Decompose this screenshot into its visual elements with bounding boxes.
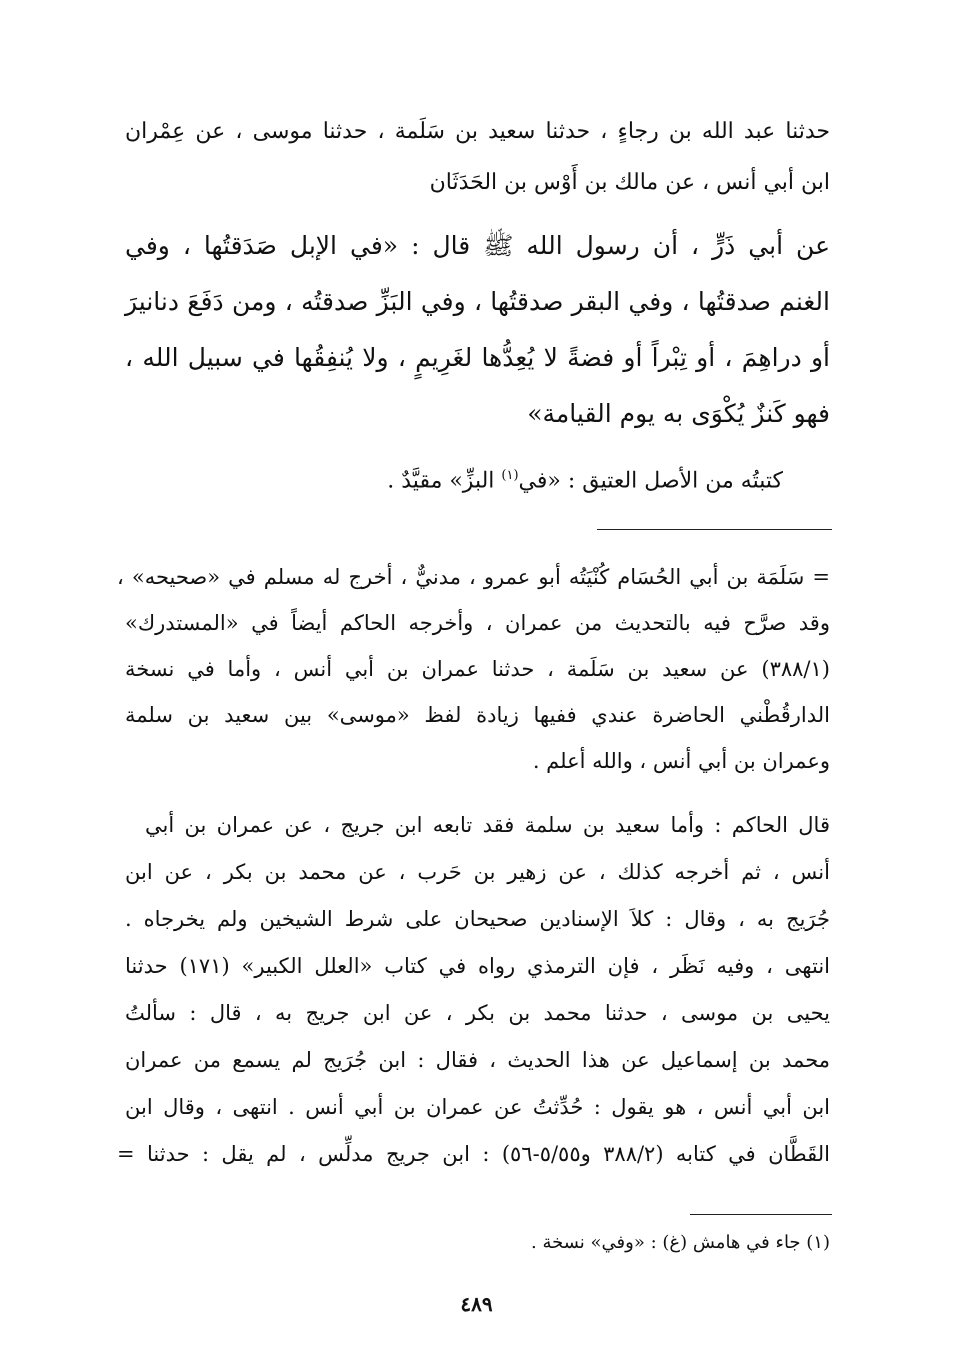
footnote: (١) جاء في هامش (غ) : «وفي» نسخة . — [531, 1232, 830, 1253]
commentary2-line-2: أنس ، ثم أخرجه كذلك ، عن زهير بن حَرب ، عن محمد بن بكر ، عن ابن — [125, 860, 830, 884]
commentary2-line-3: جُرَيج به ، وقال : كلاَ الإسنادين صحيحان على شرط الشيخين ولم يخرجاه . — [125, 907, 830, 931]
page-number: ٤٨٩ — [460, 1292, 493, 1316]
manuscript-remark — [125, 461, 783, 496]
hadith-line-1: عن أبي ذَرٍّ ، أن رسول الله ﷺ قال : «في الإبل صَدَقتُها ، وفي — [125, 231, 830, 260]
hadith-line-2: الغنم صدقتُها ، وفي البقر صدقتُها ، وفي البَزِّ صدقتُه ، ومن دَفَعَ دنانيرَ — [125, 287, 830, 316]
commentary2-line-5: يحيى بن موسى ، حدثنا محمد بن بكر ، عن ابن جريج به ، قال : سألتُ — [125, 1001, 830, 1025]
commentary-separator — [597, 529, 832, 530]
commentary2-line-1: قال الحاكم : وأما سعيد بن سلمة فقد تابعه ابن جريج ، عن عمران بن أبي — [145, 813, 830, 837]
commentary-line-5: وعمران بن أبي أنس ، والله أعلم . — [532, 749, 830, 773]
commentary-line-4: الدارقُطْني الحاضرة عندي ففيها زيادة لفظ «موسى» بين سعيد بن سلمة — [125, 703, 830, 727]
commentary-line-3: (٣٨٨/١) عن سعيد بن سَلَمة ، حدثنا عمران بن أبي أنس ، وأما في نسخة — [125, 657, 830, 681]
hadith-line-4: فهو كَنزٌ يُكْوَى به يوم القيامة» — [527, 399, 830, 428]
footnote-marker: (١) — [501, 468, 519, 483]
commentary-line-1: = سَلَمَة بن أبي الحُسَام كُنْيَتُه أبو عمرو ، مدنيٌّ ، أخرج له مسلم في «صحيحه» ، — [117, 565, 830, 589]
commentary2-line-6: محمد بن إسماعيل عن هذا الحديث ، فقال : ابن جُرَيج لم يسمع من عمران — [125, 1048, 830, 1072]
commentary2-line-8: القَطَّان في كتابه (٣٨٨/٢ و٥/٥٥-٥٦) : ابن جريج مدلِّس ، لم يقل : حدثنا = — [117, 1142, 830, 1166]
commentary2-line-4: انتهى ، وفيه نَظَر ، فإن الترمذي رواه في كتاب «العلل الكبير» (١٧١) حدثنا — [125, 954, 830, 978]
remark-text-after: البزِّ» مقيَّدٌ . — [387, 468, 502, 494]
hadith-line-3: أو دراهِمَ ، أو تِبْراً أو فضةً لا يُعِدُّها لغَرِيمٍ ، ولا يُنفِقُها في سبيل الله ، — [125, 343, 830, 372]
footnote-separator — [690, 1214, 832, 1215]
isnad-line-2: ابن أبي أنس ، عن مالك بن أَوْس بن الحَدَثَان — [429, 170, 830, 195]
isnad-line-1: حدثنا عبد الله بن رجاءٍ ، حدثنا سعيد بن سَلَمة ، حدثنا موسى ، عن عِمْران — [125, 119, 830, 144]
remark-text-before: كتبتُه من الأصل العتيق : «في — [518, 468, 783, 494]
commentary-line-2: وقد صرَّح فيه بالتحديث من عمران ، وأخرجه الحاكم أيضاً في «المستدرك» — [125, 611, 830, 635]
commentary2-line-7: ابن أبي أنس ، هو يقول : حُدِّثتُ عن عمران بن أبي أنس . انتهى ، وقال ابن — [125, 1095, 830, 1119]
